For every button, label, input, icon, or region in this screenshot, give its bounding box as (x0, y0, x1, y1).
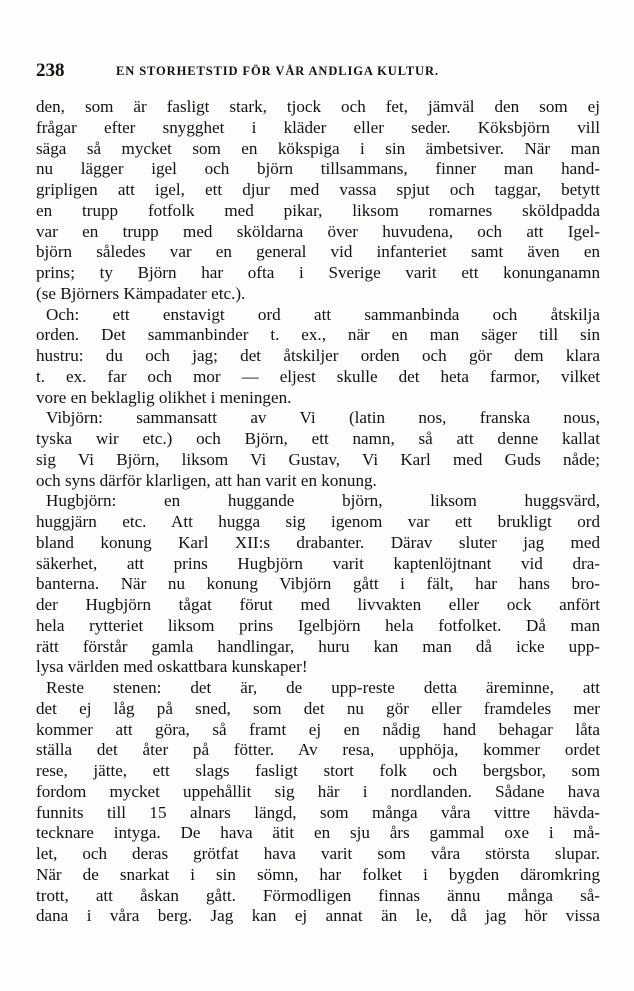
text-line: Reste stenen: det är, de upp-reste detta äreminne, att (46, 678, 600, 697)
text-line: När de snarkat i sin sömn, har folket i bygden däromkring (36, 864, 600, 884)
text-line: säkerhet, att prins Hugbjörn varit kaptenlöjtnant vid dra- (36, 553, 600, 573)
text-line: funnits till 15 alnars längd, som många våra vittre hävda- (36, 802, 600, 822)
text-line: hela rytteriet liksom prins Igelbjörn hela fotfolket. Då man (36, 615, 600, 635)
text-line: trott, att åskan gått. Förmodligen finnas ännu många så- (36, 885, 600, 905)
text-line: der Hugbjörn tågat förut med livvakten eller ock anfört (36, 595, 600, 614)
text-line: frågar efter snygghet i kläder eller seder. Köksbjörn vill (36, 117, 600, 137)
text-line: säga så mycket som en kökspiga i sin ämbetsiver. När man (36, 138, 600, 158)
text-line: gripligen att igel, ett djur med vassa spjut och taggar, betytt (36, 180, 600, 199)
text-line: hustru: du och jag; det åtskiljer orden och gör dem klara (36, 346, 600, 365)
text-line: (se Björners Kämpadater etc.). (36, 283, 246, 303)
text-line: let, och deras grötfat hava varit som våra största slupar. (36, 844, 600, 863)
text-line: t. ex. far och mor — eljest skulle det heta farmor, vilket (36, 366, 600, 386)
text-line: lysa världen med oskattbara kunskaper! (36, 657, 308, 677)
text-line: ställa det åter på fötter. Av resa, upphöja, kommer ordet (36, 740, 600, 760)
text-line: björn således var en general vid infanteriet samt även en (36, 242, 600, 262)
running-head: EN STORHETSTID FÖR VÅR ANDLIGA KULTUR. (116, 64, 439, 78)
text-line: kommer att göra, så framt ej en nådig hand behagar låta (36, 719, 600, 739)
text-line: bland konung Karl XII:s drabanter. Därav sluter jag med (36, 532, 600, 552)
text-line: rätt förstår gamla handlingar, huru kan man då icke upp- (36, 636, 600, 656)
text-line: sig Vi Björn, liksom Vi Gustav, Vi Karl med Guds nåde; (36, 449, 600, 469)
text-line: Hugbjörn: en huggande björn, liksom huggsvärd, (46, 491, 600, 511)
text-line: var en trupp med sköldarna över huvudena, och att Igel- (36, 221, 600, 241)
text-line: banterna. När nu konung Vibjörn gått i fält, har hans bro- (36, 574, 600, 594)
page-number: 238 (36, 60, 65, 81)
text-line: nu lägger igel och björn tillsammans, finner man hand- (36, 159, 600, 179)
text-line: det ej låg på sned, som det nu gör eller framdeles mer (36, 698, 600, 718)
text-line: dana i våra berg. Jag kan ej annat än le, då jag hör vissa (36, 906, 600, 926)
text-line: och syns därför klarligen, att han varit en konung. (36, 470, 377, 490)
text-line: vore en beklaglig olikhet i meningen. (36, 387, 292, 407)
text-line: tyska wir etc.) och Björn, ett namn, så att denne kallat (36, 429, 600, 448)
text-line: Vibjörn: sammansatt av Vi (latin nos, franska nous, (46, 408, 600, 428)
text-line: huggjärn etc. Att hugga sig igenom var ett brukligt ord (36, 512, 600, 531)
text-line: fordom mycket uppehållit sig här i nordlanden. Sådane hava (36, 781, 600, 801)
text-line: en trupp fotfolk med pikar, liksom romarnes sköldpadda (36, 200, 600, 220)
page-header (36, 60, 600, 84)
text-line: Och: ett enstavigt ord att sammanbinda och åtskilja (46, 304, 600, 324)
body-text (36, 97, 600, 927)
text-line: prins; ty Björn har ofta i Sverige varit ett konunganamn (36, 263, 600, 282)
text-line: tecknare intyga. De hava ätit en sju års gammal oxe i må- (36, 823, 600, 843)
text-line: rese, jätte, ett slags fasligt stort folk och bergsbor, som (36, 761, 600, 780)
text-line: den, som är fasligt stark, tjock och fet, jämväl den som ej (36, 97, 600, 116)
text-line: orden. Det sammanbinder t. ex., när en man säger till sin (36, 325, 600, 345)
